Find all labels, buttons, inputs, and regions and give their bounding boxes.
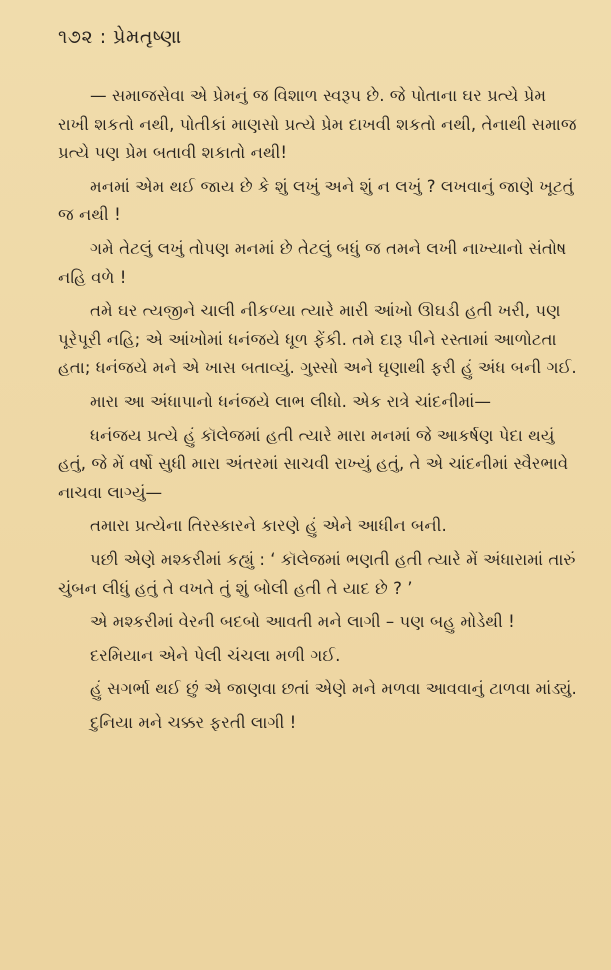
paragraph: દુનિયા મને ચક્કર ફરતી લાગી ! bbox=[90, 712, 297, 732]
paragraph: મનમાં એમ થઈ જાય છે કે શું લખું અને શું ન લખું ? લખવાનું જાણે ખૂટતું જ નથી ! bbox=[58, 176, 574, 225]
paragraph: — સમાજસેવા એ પ્રેમનું જ વિશાળ સ્વરૂપ છે. જે પોતાના ઘર પ્રત્યે પ્રેમ રાખી શકતો નથી, પોતીકાં માણસો પ્રત્યે પ્રેમ દાખવી શકતો નથી, તેનાથી સમાજ પ્રત્યે પણ પ્રેમ બતાવી શકાતો નથી! bbox=[58, 86, 577, 163]
book-title: પ્રેમતૃષ્ણા bbox=[113, 26, 182, 48]
paragraph: દરમિયાન એને પેલી ચંચલા મળી ગઈ. bbox=[90, 645, 341, 665]
header-separator: : bbox=[99, 26, 107, 48]
paragraph: હું સગર્ભા થઈ છું એ જાણવા છતાં એણે મને મળવા આવવાનું ટાળવા માંડ્યું. bbox=[90, 679, 577, 699]
page-body bbox=[58, 82, 578, 742]
paragraph: પછી એણે મશ્કરીમાં કહ્યું : ‘ કૉલેજમાં ભણતી હતી ત્યારે મેં અંધારામાં તારું ચુંબન લીધું હતું તે વખતે તું શું બોલી હતી તે યાદ છે ? ’ bbox=[58, 549, 576, 598]
paragraph: એ મશ્કરીમાં વેરની બદબો આવતી મને લાગી – પણ બહુ મોડેથી ! bbox=[90, 612, 515, 632]
page-header bbox=[58, 26, 182, 48]
paragraph: ધનંજય પ્રત્યે હું કૉલેજમાં હતી ત્યારે મારા મનમાં જે આકર્ષણ પેદા થયું હતું, જે મેં વર્ષો સુધી મારા અંતરમાં સાચવી રાખ્યું હતું, તે એ ચાંદનીમાં સ્વૈરભાવે નાચવા લાગ્યું— bbox=[58, 425, 569, 502]
paragraph: ગમે તેટલું લખું તોપણ મનમાં છે તેટલું બધું જ તમને લખી નાખ્યાનો સંતોષ નહિ વળે ! bbox=[58, 238, 567, 287]
paragraph: મારા આ અંધાપાનો ધનંજયે લાભ લીધો. એક રાત્રે ચાંદનીમાં— bbox=[90, 391, 491, 411]
paragraph: તમારા પ્રત્યેના તિરસ્કારને કારણે હું એને આધીન બની. bbox=[90, 516, 447, 536]
page-number: ૧૭૨ bbox=[58, 26, 94, 48]
paragraph: તમે ઘર ત્યજીને ચાલી નીકળ્યા ત્યારે મારી આંખો ઊઘડી હતી ખરી, પણ પૂરેપૂરી નહિ; એ આંખોમાં ધનંજયે ધૂળ ફેંકી. તમે દારૂ પીને રસ્તામાં આળોટતા હતા; ધનંજયે મને એ ખાસ બતાવ્યું. ગુસ્સો અને ઘૃણાથી ફરી હું અંધ બની ગઈ. bbox=[58, 301, 577, 378]
